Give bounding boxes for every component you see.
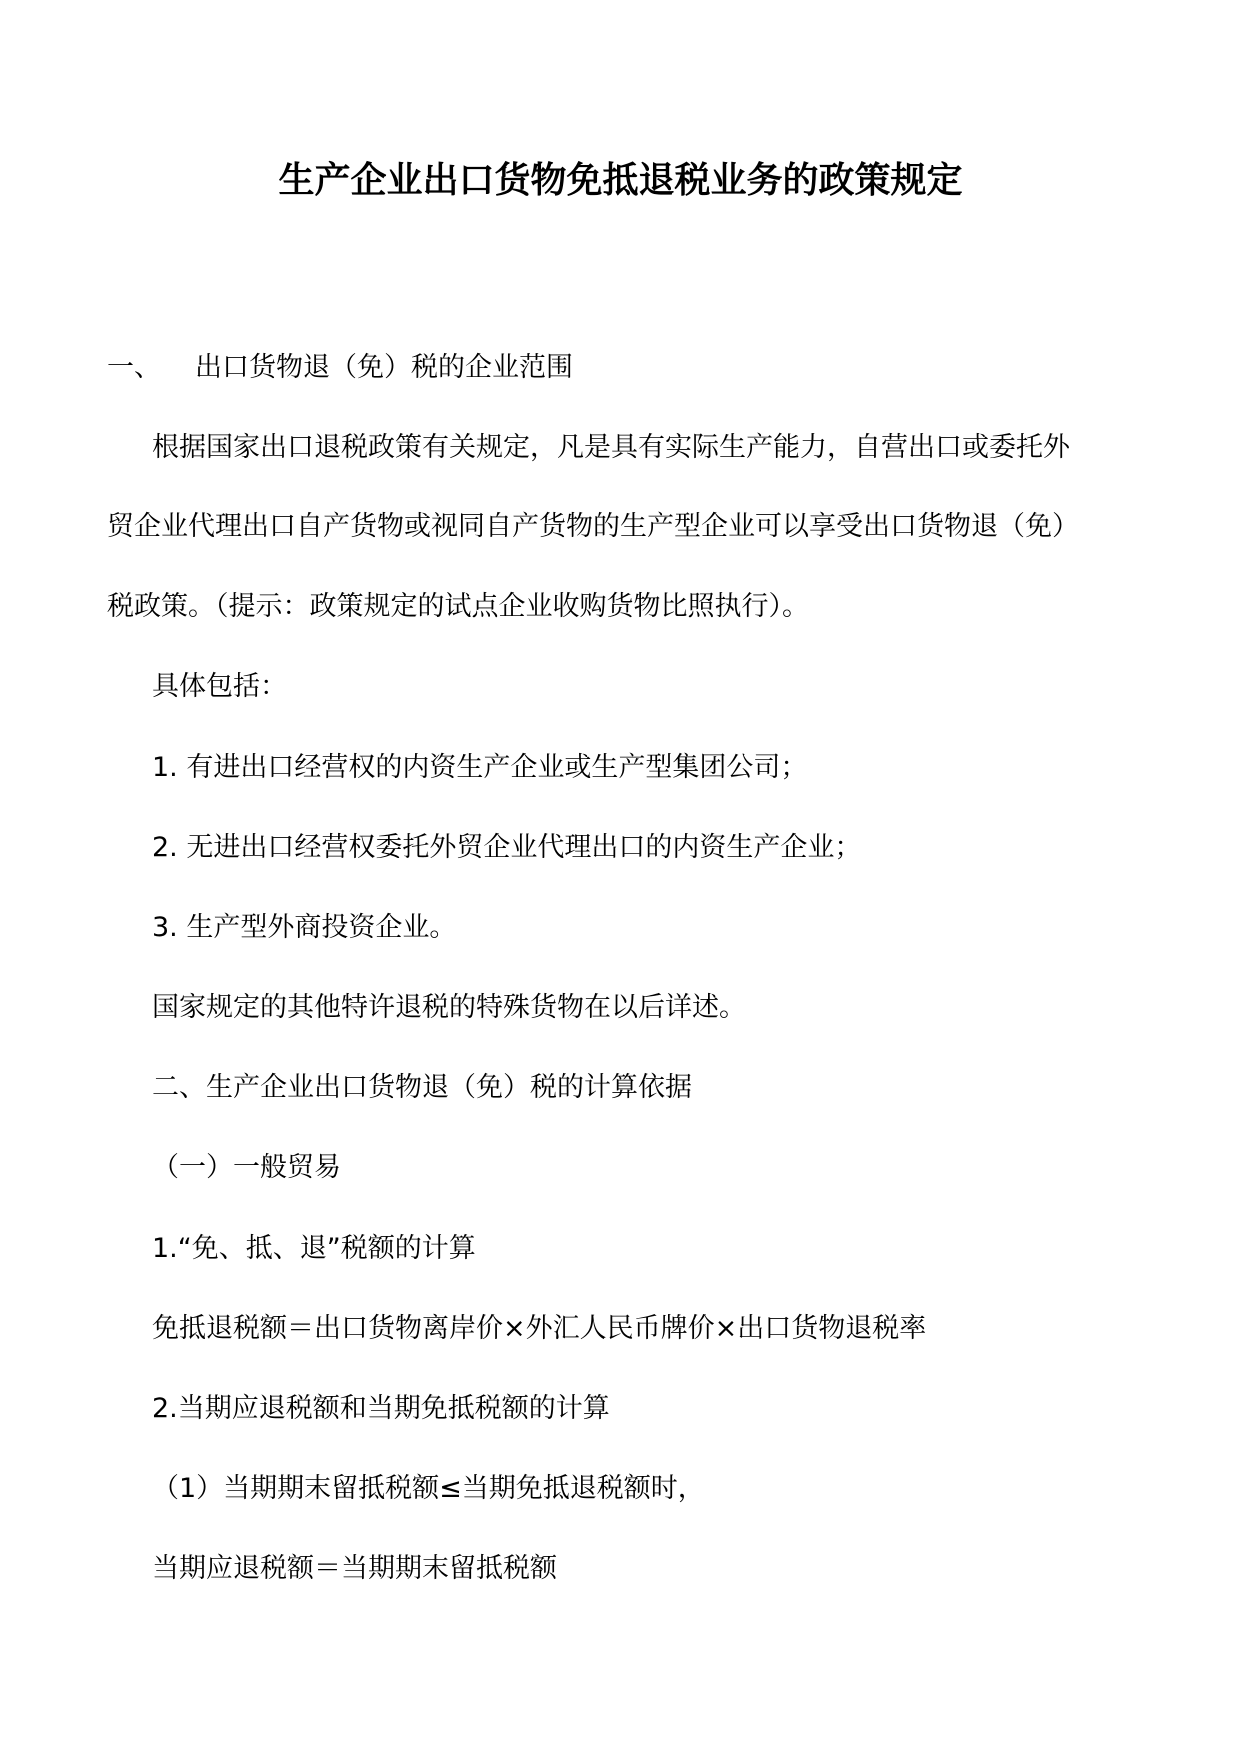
item-1-heading: 1.“免、抵、退”税额的计算	[152, 1233, 476, 1264]
paragraph-line-2: 贸企业代理出口自产货物或视同自产货物的生产型企业可以享受出口货物退（免）	[107, 511, 1079, 542]
section-1-heading	[107, 348, 573, 388]
formula-1: 免抵退税额＝出口货物离岸价×外汇人民币牌价×出口货物退税率	[152, 1313, 927, 1344]
section-1-number: 一、	[107, 352, 161, 383]
section-1-heading-text: 出口货物退（免）税的企业范围	[195, 352, 573, 383]
include-label: 具体包括：	[152, 671, 287, 702]
case-1: （1）当期期末留抵税额≤当期免抵退税额时，	[152, 1473, 705, 1504]
other-note: 国家规定的其他特许退税的特殊货物在以后详述。	[152, 992, 746, 1023]
paragraph-line-3: 税政策。（提示：政策规定的试点企业收购货物比照执行）。	[107, 591, 809, 622]
paragraph-line-1: 根据国家出口退税政策有关规定，凡是具有实际生产能力，自营出口或委托外	[152, 432, 1070, 463]
list-item: 1. 有进出口经营权的内资生产企业或生产型集团公司；	[152, 752, 808, 783]
document-title: 生产企业出口货物免抵退税业务的政策规定	[278, 160, 963, 201]
section-2-heading: 二、生产企业出口货物退（免）税的计算依据	[152, 1072, 692, 1103]
list-item: 2. 无进出口经营权委托外贸企业代理出口的内资生产企业；	[152, 832, 862, 863]
formula-2: 当期应退税额＝当期期末留抵税额	[152, 1553, 557, 1584]
item-2-heading: 2.当期应退税额和当期免抵税额的计算	[152, 1393, 610, 1424]
list-item: 3. 生产型外商投资企业。	[152, 912, 457, 943]
subsection-heading: （一）一般贸易	[152, 1152, 341, 1183]
